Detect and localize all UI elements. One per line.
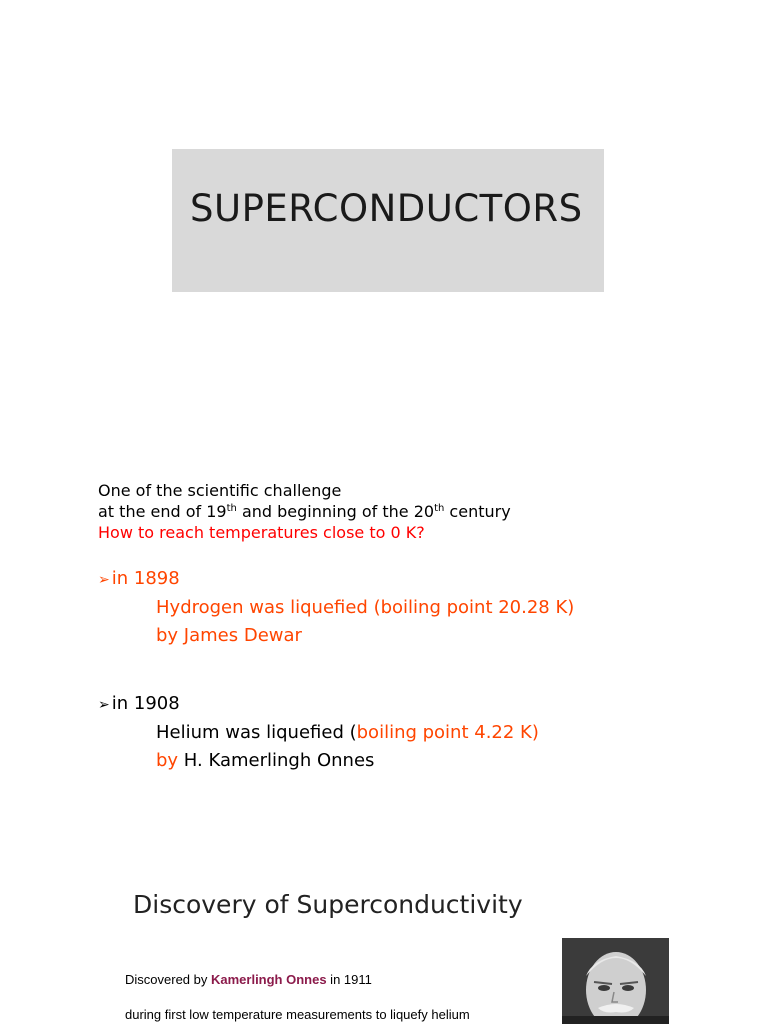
event-1898-line-2: by James Dewar: [156, 625, 302, 646]
intro-line-2-suffix: century: [444, 502, 511, 521]
ordinal-sup-20th: th: [434, 503, 445, 514]
event-1898-line-1: Hydrogen was liquefied (boiling point 20.28 K): [156, 597, 575, 618]
intro-question: How to reach temperatures close to 0 K?: [98, 523, 425, 542]
event-1908-name: H. Kamerlingh Onnes: [178, 750, 375, 771]
intro-line-2-middle: and beginning of the 20: [236, 502, 435, 521]
event-1908-boiling-point: boiling point 4.22 K): [356, 722, 539, 743]
ordinal-sup-19th: th: [226, 503, 237, 514]
event-1898-year: in 1898: [111, 568, 180, 589]
event-1898: [98, 565, 574, 650]
event-1908: [98, 690, 539, 775]
intro-paragraph: [98, 480, 511, 543]
portrait-photo: [562, 938, 669, 1024]
event-1908-line-1: [98, 719, 539, 747]
intro-line-2: [98, 501, 511, 522]
event-1908-year: in 1908: [111, 693, 180, 714]
event-1908-year-line: [98, 690, 539, 719]
event-1908-line-2: [98, 747, 539, 775]
title-banner: [172, 149, 604, 292]
event-1908-by: by: [156, 750, 179, 771]
discovery-heading: Discovery of Superconductivity: [133, 890, 523, 919]
intro-line-1: One of the scientific challenge: [98, 481, 342, 500]
arrow-bullet-icon: ➢: [98, 572, 110, 588]
page-title: SUPERCONDUCTORS: [190, 187, 583, 230]
intro-line-2-prefix: at the end of 19: [98, 502, 227, 521]
portrait-illustration: [562, 938, 669, 1024]
arrow-bullet-icon: ➢: [98, 697, 110, 713]
discovery-line-1: [125, 972, 372, 987]
event-1908-line-1-prefix: Helium was liquefied (: [156, 722, 357, 743]
discovery-line-2: during first low temperature measurements to liquefy helium: [125, 1007, 470, 1022]
discovery-line-1-suffix: in 1911: [326, 972, 372, 987]
discovery-line-1-prefix: Discovered by: [125, 972, 211, 987]
event-1898-year-line: [98, 565, 574, 594]
discoverer-name: Kamerlingh Onnes: [210, 972, 327, 987]
